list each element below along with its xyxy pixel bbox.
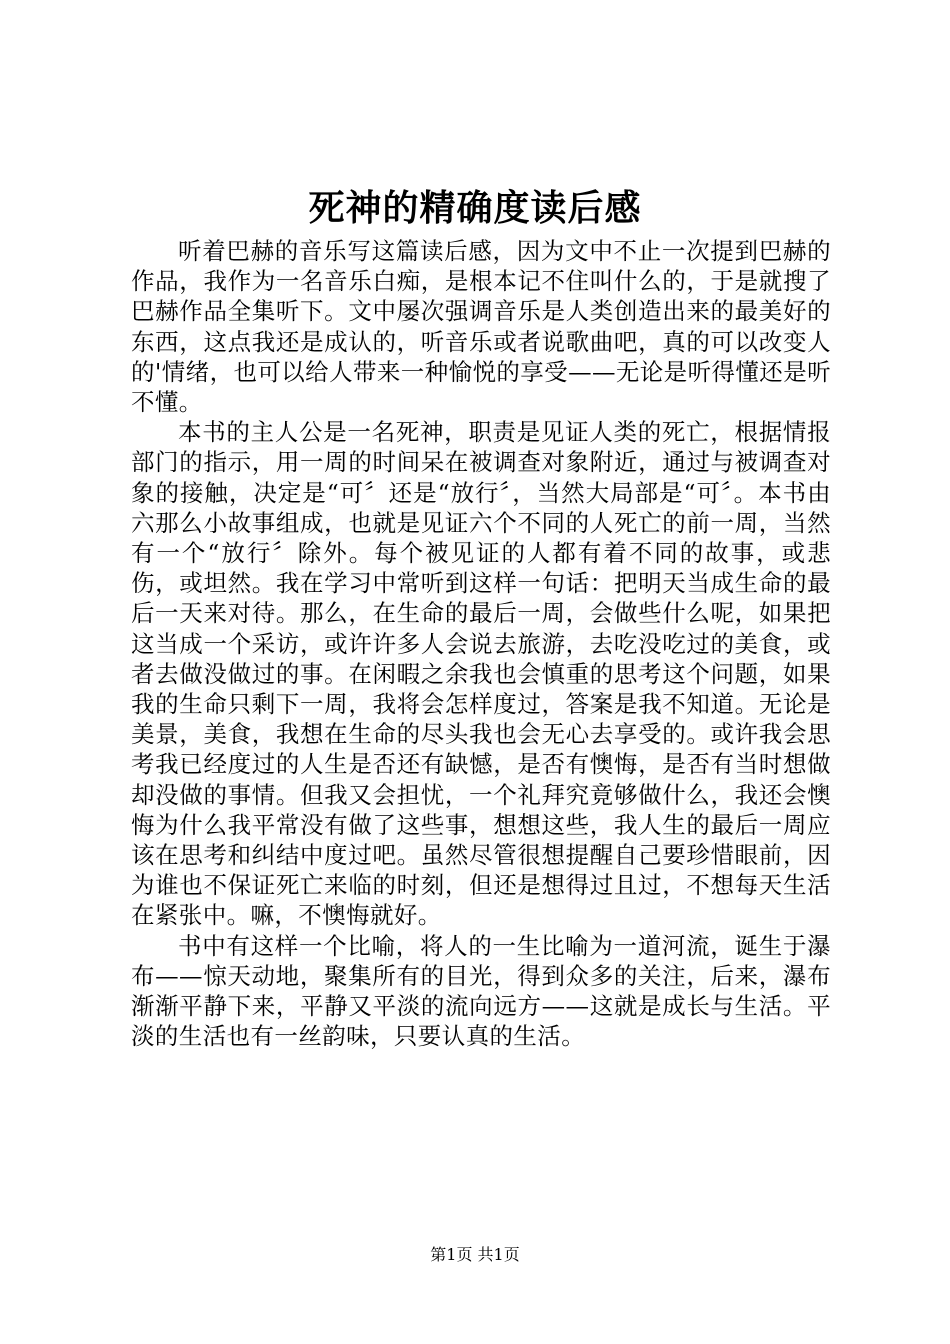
- document-body: [131, 236, 831, 1051]
- paragraph-3: 书中有这样一个比喻，将人的一生比喻为一道河流，诞生于瀑布——惊天动地，聚集所有的目光，得到众多的关注，后来，瀑布渐渐平静下来，平静又平淡的流向远方——这就是成长与生活。平淡的生活也有一丝韵味，只要认真的生活。: [131, 931, 831, 1051]
- paragraph-1: 听着巴赫的音乐写这篇读后感，因为文中不止一次提到巴赫的作品，我作为一名音乐白痴，是根本记不住叫什么的，于是就搜了巴赫作品全集听下。文中屡次强调音乐是人类创造出来的最美好的东西，这点我还是成认的，听音乐或者说歌曲吧，真的可以改变人的'情绪，也可以给人带来一种愉悦的享受——无论是听得懂还是听不懂。: [131, 237, 831, 417]
- paragraph-2: 本书的主人公是一名死神，职责是见证人类的死亡，根据情报部门的指示，用一周的时间呆在被调查对象附近，通过与被调查对象的接触，决定是“可〞还是“放行〞，当然大局部是“可〞。本书由六那么小故事组成，也就是见证六个不同的人死亡的前一周，当然有一个“放行〞除外。每个被见证的人都有着不同的故事，或悲伤，或坦然。我在学习中常听到这样一句话：把明天当成生命的最后一天来对待。那么，在生命的最后一周，会做些什么呢，如果把这当成一个采访，或许许多人会说去旅游，去吃没吃过的美食，或者去做没做过的事。在闲暇之余我也会慎重的思考这个问题，如果我的生命只剩下一周，我将会怎样度过，答案是我不知道。无论是美景，美食，我想在生命的尽头我也会无心去享受的。或许我会思考我已经度过的人生是否还有缺憾，是否有懊悔，是否有当时想做却没做的事情。但我又会担忧，一个礼拜究竟够做什么，我还会懊悔为什么我平常没有做了这些事，想想这些，我人生的最后一周应该在思考和纠结中度过吧。虽然尽管很想提醒自己要珍惜眼前，因为谁也不保证死亡来临的时刻，但还是想得过且过，不想每天生活在紧张中。嘛，不懊悔就好。: [131, 418, 831, 930]
- document-title: 死神的精确度读后感: [308, 187, 642, 229]
- page-footer: 第1页 共1页: [430, 1245, 520, 1264]
